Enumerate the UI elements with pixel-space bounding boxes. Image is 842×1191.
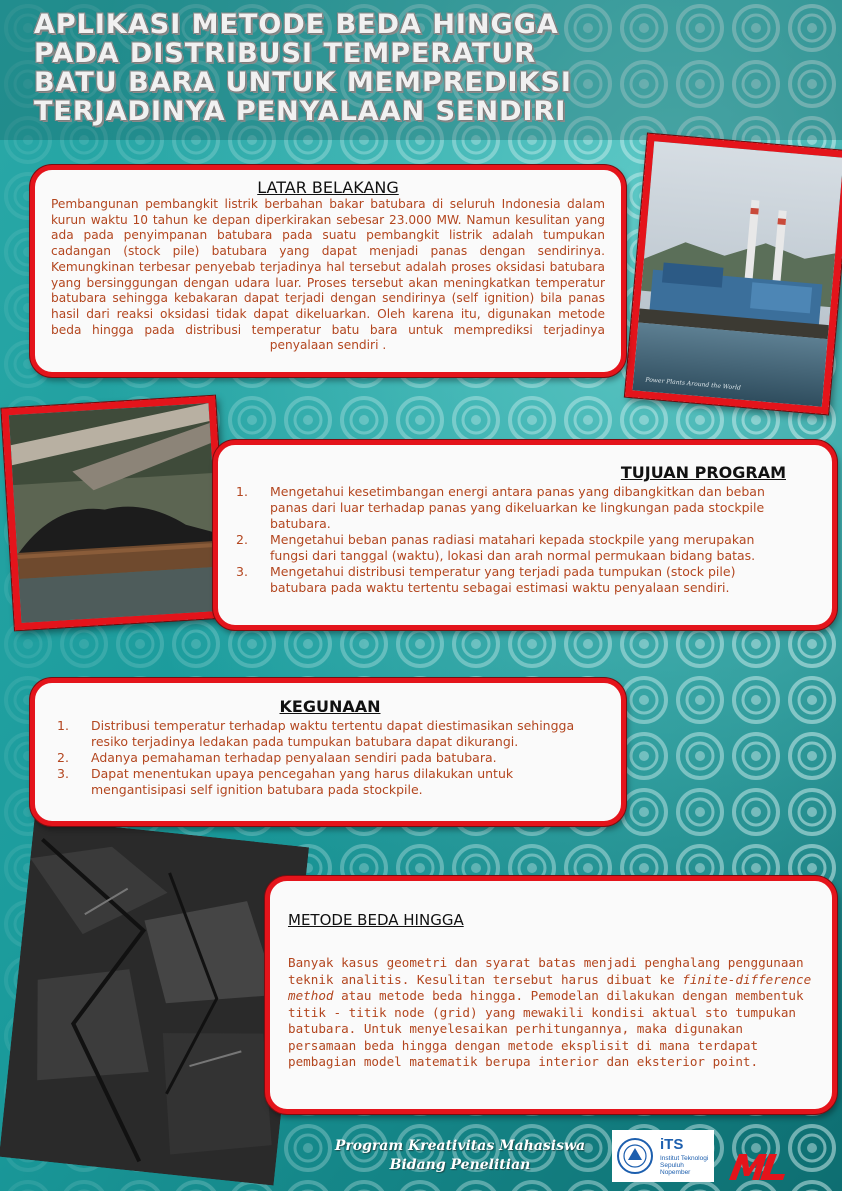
background-body: Pembangunan pembangkit listrik berbahan bakar batubara di seluruh Indonesia dalam kurun waktu 10 tahun ke depan diperkirakan sebesar 23.000 MW. Namun kesulitan yang ada pada penyimpanan batubara pada suatu pembangkit listrik adalah tumpukan cadangan (stock pile) batubara yang dapat menjadi panas dengan sendirinya. Kemungkinan terbesar penyebab terjadinya hal tersebut adalah proses oksidasi batubara yang bersinggungan dengan udara luar. Proses tersebut akan meningkatkan temperatur batubara sehingga kebakaran dapat terjadi dengan sendirinya (self ignition) bila panas hasil dari reaksi oksidasi tidak dapat dikeluarkan. Oleh karena itu, digunakan metode beda hingga pada distribusi temperatur batu bara untuk memprediksi terjadinya penyalaan sendiri . (51, 197, 605, 353)
footer-line-2: Bidang Penelitian (389, 1157, 531, 1173)
title-line-4: TERJADINYA PENYALAAN SENDIRI (34, 96, 567, 127)
list-number: 2. (236, 532, 248, 547)
poster-title (34, 10, 794, 126)
title-line-1: APLIKASI METODE BEDA HINGGA (34, 9, 559, 40)
list-item (234, 532, 786, 564)
list-text: Mengetahui kesetimbangan energi antara panas yang dibangkitkan dan beban panas dari luar terhadap panas yang dikeluarkan ke lingkungan pada stockpile batubara. (270, 484, 765, 531)
benefits-panel (30, 678, 626, 826)
method-body (288, 955, 814, 1071)
list-text: Mengetahui distribusi temperatur yang terjadi pada tumpukan (stock pile) batubara pada waktu tertentu sebagai estimasi waktu penyalaan sendiri. (270, 564, 736, 595)
objectives-panel (213, 440, 837, 630)
objectives-heading: TUJUAN PROGRAM (620, 463, 786, 482)
list-item (234, 564, 786, 596)
coal-texture-photo (0, 819, 309, 1186)
power-plant-photo (625, 134, 842, 415)
list-number: 1. (57, 718, 69, 733)
its-seal-icon (616, 1136, 654, 1176)
list-text: Adanya pemahaman terhadap penyalaan sendiri pada batubara. (91, 750, 497, 765)
footer-program-label (300, 1137, 620, 1175)
objectives-list (234, 484, 786, 596)
list-number: 3. (57, 766, 69, 781)
benefits-heading: KEGUNAAN (279, 697, 381, 716)
title-line-2: PADA DISTRIBUSI TEMPERATUR (34, 38, 537, 69)
its-logo (612, 1130, 714, 1182)
coal-conveyor-photo (1, 396, 228, 631)
list-number: 1. (236, 484, 248, 499)
list-item (55, 766, 605, 798)
its-subtitle: Institut Teknologi Sepuluh Nopember (660, 1155, 709, 1176)
method-heading: METODE BEDA HINGGA (288, 911, 464, 929)
method-panel (265, 876, 837, 1114)
method-body-end: atau metode beda hingga. Pemodelan dilakukan dengan membentuk titik - titik node (grid) yang mewakili kondisi aktual sto tumpukan batubara. Untuk menyelesaikan perhitungannya, maka digunakan persamaan beda hingga dengan metode eksplisit di mana terdapat pembagian model matematik berupa interior dan eksterior point. (288, 988, 804, 1069)
list-item (55, 750, 605, 766)
method-body-start: Banyak kasus geometri dan syarat batas menjadi penghalang penggunaan teknik analitis. Kesulitan tersebut harus dibuat ke (288, 955, 804, 987)
list-text: Distribusi temperatur terhadap waktu tertentu dapat diestimasikan sehingga resiko terjadinya ledakan pada tumpukan batubara dapat dikurangi. (91, 718, 575, 749)
background-heading: LATAR BELAKANG (257, 178, 399, 197)
ml-logo-icon (725, 1148, 795, 1184)
list-text: Mengetahui beban panas radiasi matahari kepada stockpile yang merupakan fungsi dari tanggal (waktu), lokasi dan arah normal permukaan bidang batas. (270, 532, 756, 563)
its-name: iTS (660, 1136, 684, 1153)
benefits-list (55, 718, 605, 798)
list-item (234, 484, 786, 532)
list-text: Dapat menentukan upaya pencegahan yang harus dilakukan untuk mengantisipasi self ignition batubara pada stockpile. (91, 766, 514, 797)
background-panel (30, 165, 626, 377)
list-number: 3. (236, 564, 248, 579)
title-line-3: BATU BARA UNTUK MEMPREDIKSI (34, 67, 572, 98)
list-item (55, 718, 605, 750)
list-number: 2. (57, 750, 69, 765)
method-body-italic: finite-difference method (288, 971, 812, 1003)
footer-line-1: Program Kreativitas Mahasiswa (334, 1138, 586, 1154)
photo-caption: Power Plants Around the World (645, 376, 742, 392)
